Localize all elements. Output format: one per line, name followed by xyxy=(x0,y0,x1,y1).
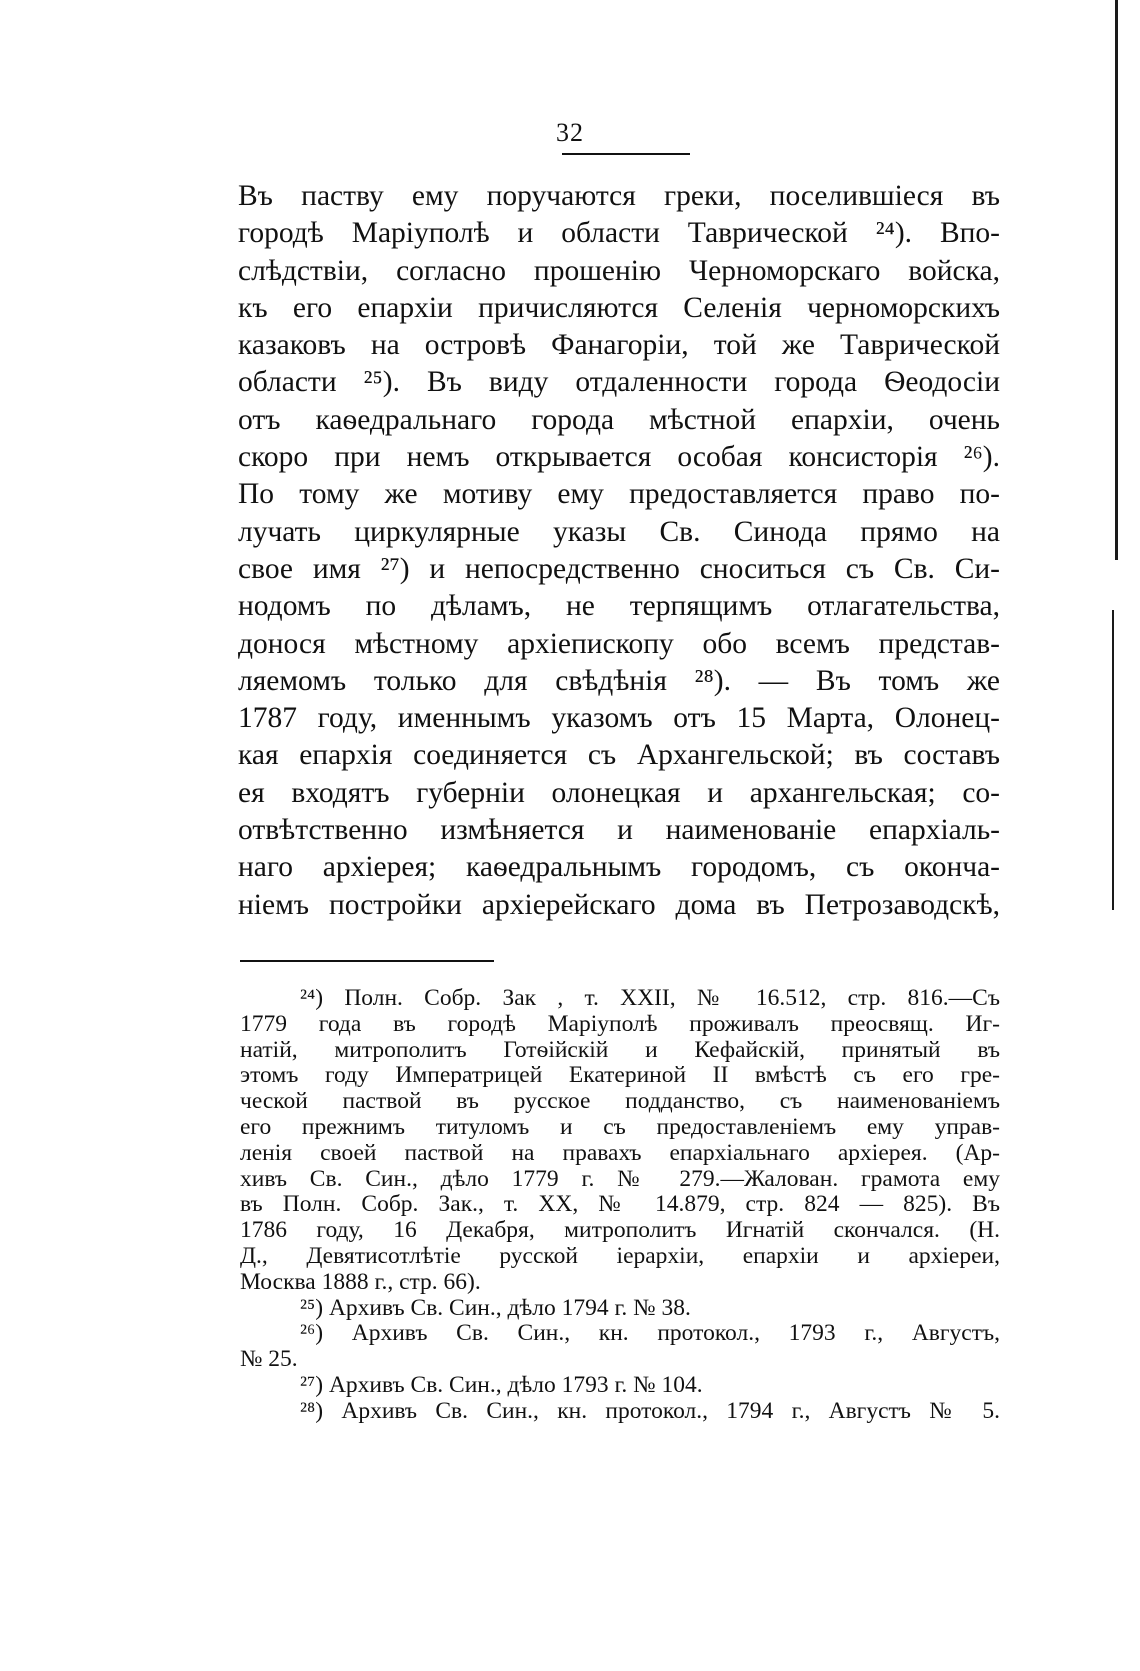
footnote-line: ²⁷) Архивъ Св. Син., дѣло 1793 г. № 104. xyxy=(300,1371,703,1398)
footnote-line: хивъ Св. Син., дѣло 1779 г. № 279.—Жалован. грамота ему xyxy=(240,1165,1000,1192)
body-line: городѣ Маріуполѣ и области Таврической ²⁴). Впо- xyxy=(238,217,1000,250)
footnote-line: ленія своей паствой на правахъ епархіальнаго архіерея. (Ар- xyxy=(240,1139,1000,1166)
footnote-separator xyxy=(240,960,494,962)
body-line: ея входятъ губерніи олонецкая и архангельская; со- xyxy=(238,776,1000,809)
body-line: нодомъ по дѣламъ, не терпящимъ отлагательства, xyxy=(238,590,1000,623)
page-edge-line xyxy=(1115,0,1118,560)
body-line: лучать циркулярные указы Св. Синода прямо на xyxy=(238,515,1000,548)
body-line: отвѣтственно измѣняется и наименованіе епархіаль- xyxy=(238,814,1000,847)
footnote-line: въ Полн. Собр. Зак., т. XX, № 14.879, стр. 824 — 825). Въ xyxy=(240,1191,1000,1218)
body-line: области ²⁵). Въ виду отдаленности города Ѳеодосіи xyxy=(238,366,1000,399)
body-line: къ его епархіи причисляются Селенія черноморскихъ xyxy=(238,291,1000,324)
body-line: наго архіерея; каѳедральнымъ городомъ, съ оконча- xyxy=(238,851,1000,884)
footnote-line: натій, митрополитъ Готѳійскій и Кефайскій, принятый въ xyxy=(240,1036,1000,1063)
footnote-line: Д., Девятисотлѣтіе русской іерархіи, епархіи и архіереи, xyxy=(240,1242,1000,1269)
body-line: Въ паству ему поручаются греки, поселившіеся въ xyxy=(238,180,1000,212)
footnote-line: ческой паствой въ русское подданство, съ наименованіемъ xyxy=(240,1088,1000,1115)
body-line: ляемомъ только для свѣдѣнія ²⁸). — Въ томъ же xyxy=(238,664,1000,697)
footnote-line: Москва 1888 г., стр. 66). xyxy=(240,1268,481,1295)
body-text xyxy=(238,178,1000,924)
footnote-line: ²⁶) Архивъ Св. Син., кн. протокол., 1793 г., Августъ, xyxy=(300,1320,1000,1347)
page-number: 32 xyxy=(556,118,584,147)
body-line: 1787 году, именнымъ указомъ отъ 15 Марта, Олонец- xyxy=(238,702,1000,735)
body-line: свое имя ²⁷) и непосредственно сноситься съ Св. Си- xyxy=(238,552,1000,585)
page-number-rule xyxy=(562,153,690,155)
footnote-line: ²⁴) Полн. Собр. Зак , т. XXII, № 16.512, стр. 816.—Съ xyxy=(300,985,1000,1011)
footnote-line: № 25. xyxy=(240,1346,298,1373)
body-line: По тому же мотиву ему предоставляется право по- xyxy=(238,478,1000,511)
page-edge-line-lower xyxy=(1112,610,1114,910)
footnote-line: 1786 году, 16 Декабря, митрополитъ Игнатій скончался. (Н. xyxy=(240,1217,1000,1244)
body-line: скоро при немъ открывается особая консисторія ²⁶). xyxy=(238,441,1000,474)
body-line: казаковъ на островѣ Фанагоріи, той же Таврической xyxy=(238,329,1000,362)
footnote-line: 1779 года въ городѣ Маріуполѣ проживалъ преосвящ. Иг- xyxy=(240,1010,1000,1037)
body-line: ніемъ постройки архіерейскаго дома въ Петрозаводскѣ, xyxy=(238,888,1000,921)
footnote-line: этомъ году Императрицей Екатериной II вмѣстѣ съ его гре- xyxy=(240,1062,1000,1089)
footnote-line: его прежнимъ титуломъ и съ предоставленіемъ ему управ- xyxy=(240,1113,1000,1140)
body-line: донося мѣстному архіепископу обо всемъ представ- xyxy=(238,627,1000,660)
footnote-line: ²⁵) Архивъ Св. Син., дѣло 1794 г. № 38. xyxy=(300,1294,691,1321)
body-line: отъ каѳедральнаго города мѣстной епархіи, очень xyxy=(238,403,1000,436)
footnotes xyxy=(240,986,1000,1425)
footnote-line: ²⁸) Архивъ Св. Син., кн. протокол., 1794 г., Августъ № 5. xyxy=(300,1397,1000,1424)
body-line: кая епархія соединяется съ Архангельской; въ составъ xyxy=(238,739,1000,772)
body-line: слѣдствіи, согласно прошенію Черноморскаго войска, xyxy=(238,254,1000,287)
